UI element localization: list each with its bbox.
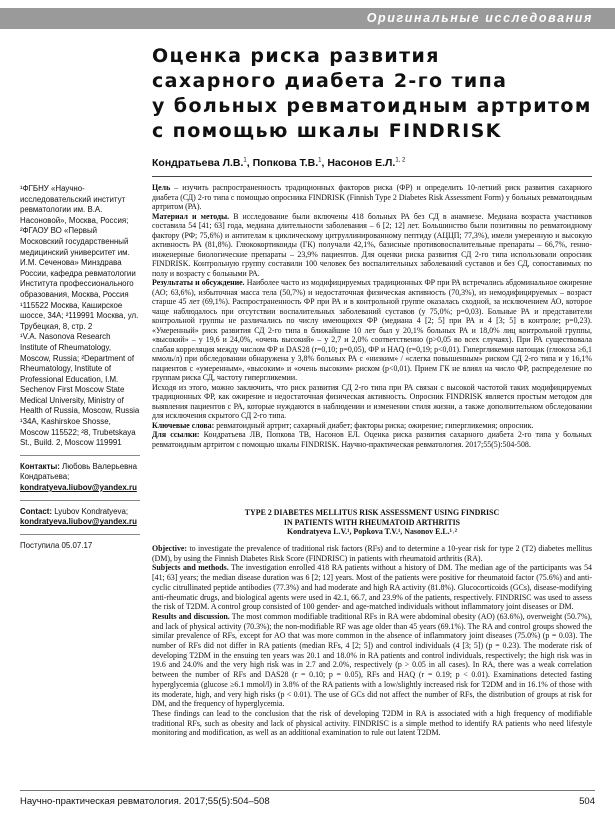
- abstract-ru-keywords: [152, 421, 592, 431]
- abstract-ru-conclusion: Исходя из этого, можно заключить, что риск развития СД 2-го типа при РА связан с высокой частотой таких модифицируемых традиционных ФР, как ожирение и недостаточная физическая активность. Опросник FINDRISK является простым методом для выявления пациентов с РА, которые нуждаются в наблюдении и изменении стиля жизни, а также дополнительном обследовании для исключения скрытого СД 2-го типа.: [152, 382, 592, 420]
- received-date: Поступила 05.07.17: [20, 540, 93, 550]
- english-title-line: TYPE 2 DIABETES MELLITUS RISK ASSESSMENT USING FINDRISC: [244, 508, 500, 517]
- abstract-label: Для ссылки:: [152, 430, 200, 439]
- abstract-text: The most common modifiable traditional RFs in RA were abdominal obesity (AO) (63.6%), overweight (50.7%), and lack of physical activity (70.3%); the non-modifiable RF was age older than 45 years (69.1%). The RA and control groups showed the similar prevalence of RFs, except for AO that was more common in the absence of inflammatory joint diseases (75.0%) (p = 0.03). The number of RFs did not differ in RA patients (median RFs, 4 [2; 5]) and control individuals (4 [3; 5]) (p = 0.23). The moderate risk of developing T2DM in the ensuing ten years was 20.1 and 18.0% in RA patients and control individuals, respectively; the high risk was in 19.6 and 24.0% and the very high risk was in 2.7 and 2.0%, respectively (p > 0.05 in all cases). In RA, there was a weak correlation between the number of RFs and DAS28 (r = 0.10; p = 0.05), RFs and HAQ (r = 0.19; p < 0.01). Examinations detected fasting hyperglycemia (glucose ≥6.1 mmol/l) in 3.8% of the RA patients with a low/slightly increased risk for T2DM and in 16.1% of those with its moderate, high, and very high risks (p < 0.01). The use of GCs did not affect the number of RFs, the distribution of groups at risk for DM, and the frequency of hyperglycemia.: [152, 611, 592, 709]
- abstract-en-objective: [152, 544, 592, 563]
- contact-en-name: Lyubov Kondratyeva;: [54, 506, 129, 516]
- abstract-ru: [152, 183, 592, 449]
- abstract-label: Subjects and methods.: [152, 563, 229, 573]
- title-line: у больных ревматоидным артритом: [152, 95, 592, 117]
- abstract-en-subjects: [152, 563, 592, 612]
- abstract-en-conclusion: These findings can lead to the conclusion that the risk of developing T2DM in RA is associated with a high frequency of modifiable traditional RFs, such as obesity and lack of physical activity. FINDRISC is a simple method to identify RA patients who need lifestyle monitoring and modification, as well as an additional examination to rule out latent T2DM.: [152, 708, 592, 738]
- contact-ru-email-link[interactable]: kondratyeva.liubov@yandex.ru: [20, 483, 137, 493]
- abstract-label: Objective:: [152, 544, 188, 553]
- journal-reference: Научно-практическая ревматология. 2017;55(5):504–508: [20, 796, 270, 807]
- sidebar-divider: [20, 455, 140, 456]
- english-title-block: [152, 508, 592, 537]
- sidebar-divider: [20, 534, 140, 535]
- author-list: Кондратьева Л.В.$^1$, Попкова Т.В.$^1$, Насонов Е.Л.$^{1, 2}$: [152, 157, 406, 169]
- section-banner: [0, 8, 615, 29]
- footer-divider: [20, 790, 595, 791]
- abstract-ru-methods: [152, 212, 592, 279]
- author-affiliation-mark: 1, 2: [395, 157, 406, 164]
- abstract-en-results: [152, 612, 592, 709]
- title-line: сахарного диабета 2-го типа: [152, 70, 508, 92]
- contact-ru-name: Любовь Валерьевна Кондратьева;: [20, 461, 138, 482]
- english-title-line: IN PATIENTS WITH RHEUMATOID ARTHRITIS: [283, 517, 461, 527]
- author-name: Кондратьева Л.В.: [152, 157, 244, 169]
- affiliation-ru: ¹ФГБНУ «Научно-исследовательский институт ревматологии им. В.А. Насоновой», Москва, Россия; ²ФГАОУ ВО «Первый Московский государственный медицинский университет им. И.М. Сеченова» Минздрава России, кафедра ревматологии Института профессионального образования, Москва, Россия ¹115522 Москва, Каширское шоссе, 34А; ²119991 Москва, ул. Трубецкая, 8, стр. 2: [20, 184, 139, 331]
- article-title: [152, 44, 592, 144]
- contact-ru: [20, 462, 140, 494]
- abstract-text: Кондратьева ЛВ, Попкова ТВ, Насонов ЕЛ. Оценка риска развития сахарного диабета 2-го типа у больных ревматоидным артритом с помощью шкалы FINDRISK. Научно-практическая ревматология. 2017;55(5):504-508.: [152, 430, 592, 449]
- abstract-label: Ключевые слова:: [152, 420, 215, 430]
- abstract-ru-citation: [152, 430, 592, 449]
- abstract-text: ревматоидный артрит; сахарный диабет; факторы риска; ожирение; гипергликемия; опросник.: [214, 420, 534, 430]
- contact-ru-label: Контакты:: [20, 461, 60, 471]
- title-line: с помощью шкалы FINDRISK: [152, 120, 502, 142]
- contact-en: [20, 507, 140, 528]
- affiliation-en: ¹V.A. Nasonova Research Institute of Rheumatology, Moscow, Russia; ²Department of Rheumatology, Institute of Professional Education, I.M. Sechenov First Moscow State Medical University, Ministry of Health of Russia, Moscow, Russia ¹34A, Kashirskoe Shosse, Moscow 115522; ²8, Trubetskaya St., Build. 2, Moscow 119991: [20, 332, 140, 448]
- author-name: Насонов Е.Л.: [327, 157, 396, 169]
- title-divider: [152, 176, 592, 177]
- abstract-label: Results and discussion.: [152, 611, 230, 621]
- abstract-text: В исследование были включены 418 больных РА без СД в анамнезе. Медиана возраста участников составила 54 [41; 63] года, медиана длительности заболевания – 6 [2; 12] лет. Большинство были позитивны по ревматоидному фактору (РФ; 75,6%) и антителам к циклическому цитруллинированному пептиду (АЦЦП; 77,3%), имели умеренную и высокую активность РА (81,8%). Глюкокортикоиды (ГК) получали 42,1%, базисные противовоспалительные препараты – 66,7%, генно-инженерные биологические препараты – 23,9% пациентов. Для оценки риска развития СД 2-го типа использовали опросник FINDRISK. Контрольную группу составили 100 человек без воспалительных заболеваний суставов и без СД, сопоставимых по полу и возрасту с больными РА.: [152, 211, 593, 278]
- abstract-text: – изучить распространенность традиционных факторов риска (ФР) и определить 10-летний риск развития сахарного диабета (СД) 2-го типа с помощью опросника FINDRISK (Finnish Type 2 Diabetes Risk Assessment Form) у больных ревматоидным артритом (РА).: [152, 183, 592, 211]
- abstract-label: Материал и методы.: [152, 211, 230, 221]
- author-affiliation-mark: 1: [318, 157, 322, 164]
- contact-en-email-link[interactable]: kondratyeva.liubov@yandex.ru: [20, 517, 137, 527]
- abstract-ru-results: [152, 278, 592, 383]
- contact-en-label: Contact:: [20, 506, 52, 516]
- sidebar-divider: [20, 500, 140, 501]
- abstract-text: The investigation enrolled 418 RA patients without a history of DM. The median age of the participants was 54 [41; 63] years; the median disease duration was 6 [2; 12] years. Most of the patients were positive for rheumatoid factor (75.6%) and anti-cyclic citrullinated peptide antibodies (77.3%) and had moderate and high RA activity (81.8%). Glucocorticoids (GCs), disease-modifying anti-rheumatic drugs, and biological agents were used in 42.1, 66.7, and 23.9% of the patients, respectively. FINDRISC was used to assess the risk of T2DM. A control group consisted of 100 gender- and age-matched individuals without inflammatory joint diseases or DM.: [152, 563, 592, 612]
- section-label: Оригинальные исследования: [366, 11, 593, 25]
- title-line: Оценка риска развития: [152, 45, 440, 67]
- abstract-text: to investigate the prevalence of traditional risk factors (RFs) and to determine a 10-year risk for type 2 (T2) diabetes mellitus (DM), by using the Finnish Diabetes Risk Score (FINDRISC) in patients with rheumatoid arthritis (RA).: [152, 544, 592, 563]
- page-number: 504: [579, 796, 595, 807]
- author-affiliation-mark: 1: [243, 157, 247, 164]
- abstract-text: Наиболее часто из модифицируемых традиционных ФР при РА встречались абдоминальное ожирение (АО; 63,6%), избыточная масса тела (50,7%) и недостаточная физическая активность (70,3%), из немодифицируемых – возраст старше 45 лет (69,1%). Распространенность ФР при РА и в контрольной группе оказалась сходной, за исключением АО, которое чаще наблюдалось при отсутствии воспалительных заболеваний суставов (у 75,0%; p=0,03). Больные РА и представители контрольной группы не различались по числу имеющихся ФР (медиана 4 [2; 5] при РА и 4 [3; 5] в контроле; p=0,23). «Умеренный» риск развития СД 2-го типа в ближайшие 10 лет был у 20,1% больных РА и 18,0% лиц контрольной группы, «высокий» – у 19,6 и 24,0%, «очень высокий» – у 2,7 и 2,0% соответственно (p>0,05 во всех случаях). При РА существовала слабая корреляция между числом ФР и DAS28 (r=0,10; p=0,05), ФР и HAQ (r=0,19; p<0,01). Гипергликемия натощак (глюкоза ≥6,1 ммоль/л) при обследовании обнаружена у 3,8% больных РА с «низким» / «слегка повышенным» риском СД 2-го типа и у 16,1% пациентов с «умеренным», «высоким» и «очень высоким» риском (p<0,01). Прием ГК не влиял на число ФР, распределение по группам риска СД, частоту гипергликемии.: [152, 278, 592, 382]
- abstract-label: Цель: [152, 183, 171, 192]
- author-name: Попкова Т.В.: [252, 157, 319, 169]
- sidebar: [20, 184, 140, 551]
- abstract-en: [152, 544, 592, 738]
- abstract-ru-goal: [152, 183, 592, 212]
- abstract-label: Результаты и обсуждение.: [152, 278, 245, 287]
- english-authors: Kondratyeva L.V.¹, Popkova T.V.¹, Nasonov E.L.¹˒²: [286, 527, 457, 537]
